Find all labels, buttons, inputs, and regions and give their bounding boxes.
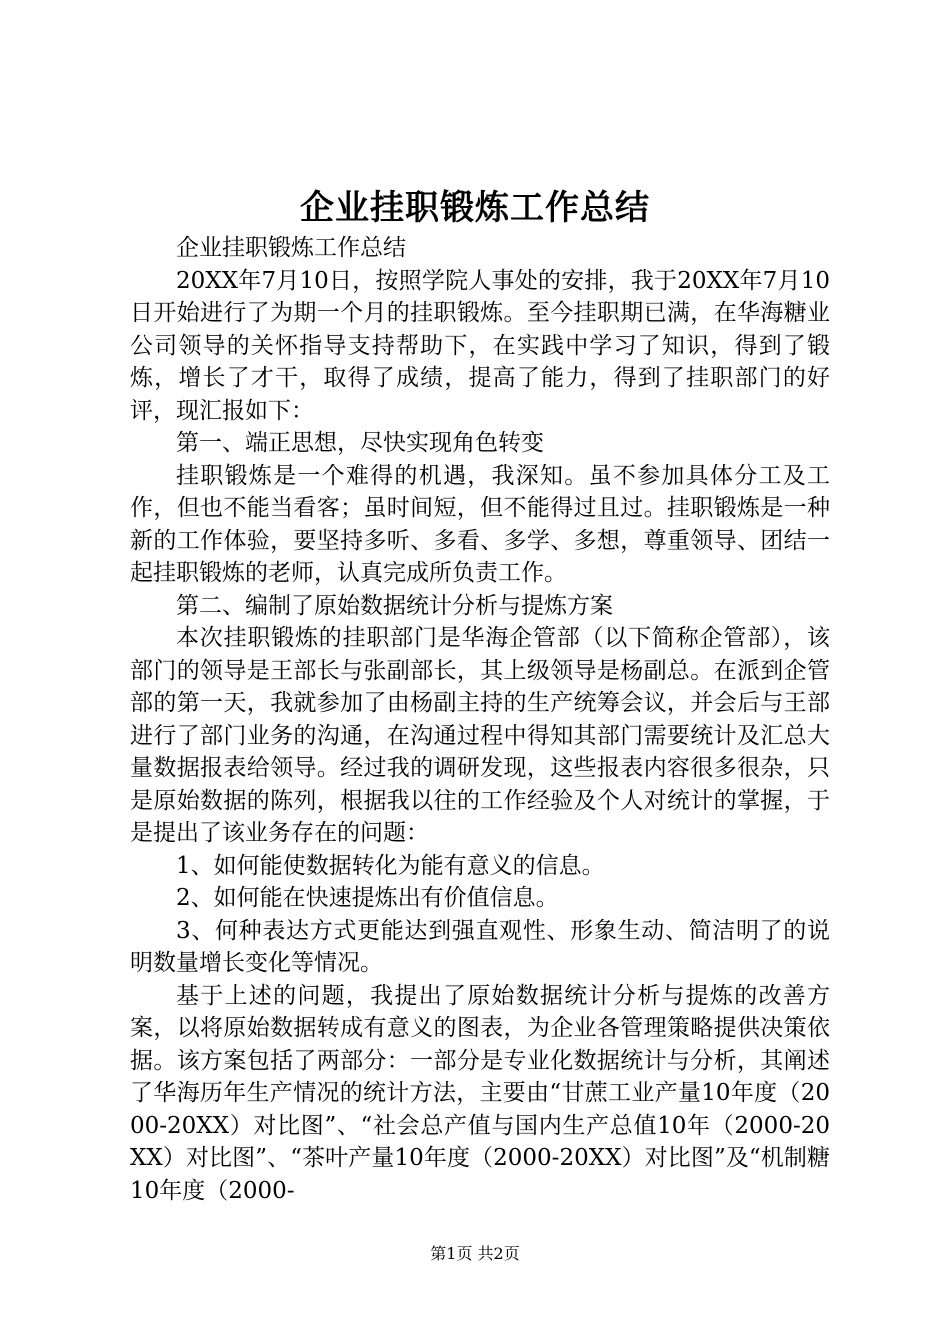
document-title: 企业挂职锻炼工作总结 — [300, 188, 650, 228]
section-heading-1: 第一、端正思想，尽快实现角色转变 — [176, 430, 544, 456]
page-indicator: 第1页 共2页 — [430, 1244, 520, 1263]
list-item-1: 1、如何能使数据转化为能有意义的信息。 — [176, 852, 605, 879]
list-item-3: 3、何种表达方式更能达到强直观性、形象生动、简洁明了的说明数量增长变化等情况。 — [130, 917, 830, 976]
intro-paragraph: 20XX年7月10日，按照学院人事处的安排，我于20XX年7月10日开始进行了为期一个月的挂职锻炼。至今挂职期已满，在华海糖业公司领导的关怀指导支持帮助下，在实践中学习了知识，得到了锻炼，增长了才干，取得了成绩，提高了能力，得到了挂职部门的好评，现汇报如下： — [130, 267, 830, 424]
document-body — [130, 232, 830, 1207]
proposal-paragraph: 基于上述的问题，我提出了原始数据统计分析与提炼的改善方案，以将原始数据转成有意义的图表，为企业各管理策略提供决策依据。该方案包括了两部分：一部分是专业化数据统计与分析，其阐述了华海历年生产情况的统计方法，主要由“甘蔗工业产量10年度（2000-20XX）对比图”、“社会总产值与国内生产总值10年（2000-20XX）对比图”、“茶叶产量10年度（2000-20XX）对比图”及“机制糖10年度（2000- — [130, 982, 830, 1204]
section-1-paragraph: 挂职锻炼是一个难得的机遇，我深知。虽不参加具体分工及工作，但也不能当看客；虽时间短，但不能得过且过。挂职锻炼是一种新的工作体验，要坚持多听、多看、多学、多想，尊重领导、团结一起挂职锻炼的老师，认真完成所负责工作。 — [130, 462, 830, 586]
section-heading-2: 第二、编制了原始数据统计分析与提炼方案 — [176, 592, 613, 619]
list-item-2: 2、如何能在快速提炼出有价值信息。 — [176, 885, 559, 911]
section-2-paragraph: 本次挂职锻炼的挂职部门是华海企管部（以下简称企管部），该部门的领导是王部长与张副部长，其上级领导是杨副总。在派到企管部的第一天，我就参加了由杨副主持的生产统筹会议，并会后与王部进行了部门业务的沟通，在沟通过程中得知其部门需要统计及汇总大量数据报表给领导。经过我的调研发现，这些报表内容很多很杂，只是原始数据的陈列，根据我以往的工作经验及个人对统计的掌握，于是提出了该业务存在的问题： — [130, 625, 830, 846]
intro-heading-paragraph: 企业挂职锻炼工作总结 — [176, 235, 406, 261]
